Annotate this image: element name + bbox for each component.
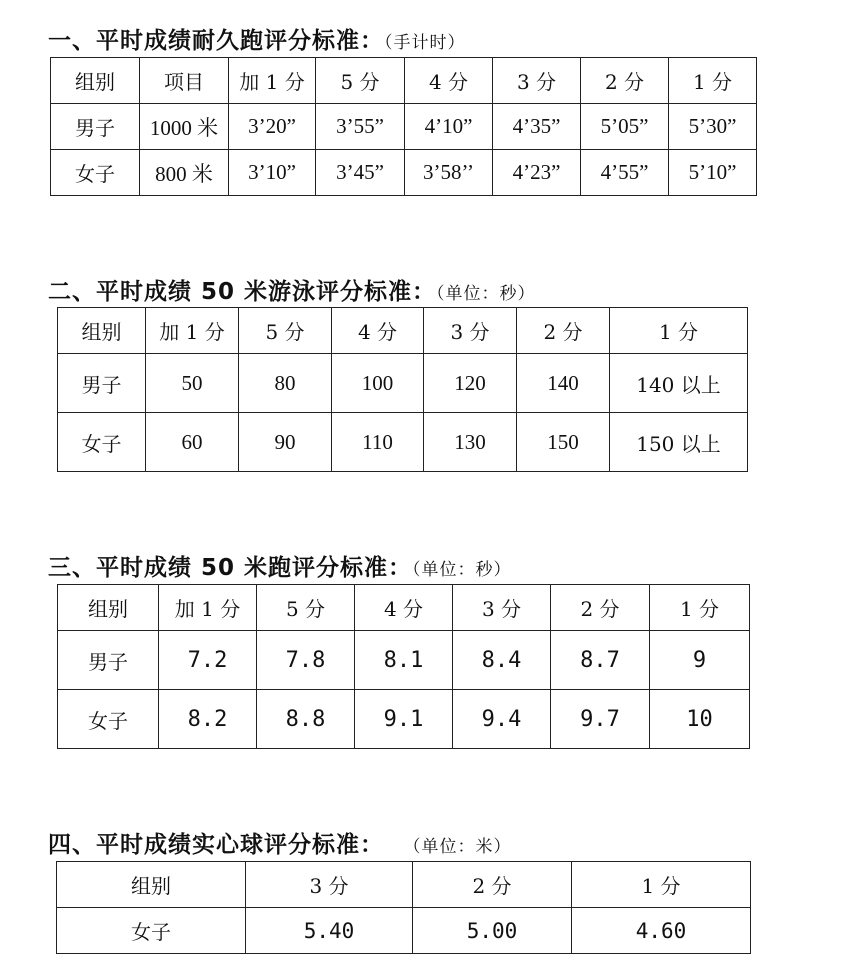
header-cell: 组别 — [58, 308, 146, 354]
table-cell: 男子 — [58, 354, 146, 413]
header-cell: 加 1 分 — [159, 585, 257, 631]
section2-heading — [48, 273, 536, 306]
header-cell: 项目 — [140, 58, 229, 104]
header-cell: 5 分 — [316, 58, 405, 104]
table-cell: 8.4 — [453, 631, 551, 690]
table-cell: 8.2 — [159, 690, 257, 749]
table-cell: 9.7 — [551, 690, 650, 749]
table-row — [58, 354, 748, 413]
table-cell: 140 — [517, 354, 610, 413]
table-cell: 5.40 — [246, 908, 413, 954]
section3-title: 三、平时成绩 50 米跑评分标准： — [48, 555, 413, 581]
table-header-row — [51, 58, 757, 104]
section2-note: （单位：秒） — [436, 284, 536, 304]
table-cell: 3’55” — [316, 104, 405, 150]
header-cell: 1 分 — [669, 58, 757, 104]
header-cell: 2 分 — [517, 308, 610, 354]
header-cell: 1 分 — [572, 862, 751, 908]
header-cell: 组别 — [57, 862, 246, 908]
table-cell: 9 — [650, 631, 750, 690]
table-cell: 4’23” — [493, 150, 581, 196]
table-cell: 7.2 — [159, 631, 257, 690]
table-row — [51, 104, 757, 150]
table-cell: 140 以上 — [610, 354, 748, 413]
header-cell: 5 分 — [257, 585, 355, 631]
header-cell: 3 分 — [246, 862, 413, 908]
table-row — [58, 690, 750, 749]
table-cell: 3’45” — [316, 150, 405, 196]
table-cell: 女子 — [57, 908, 246, 954]
table-cell: 90 — [239, 413, 332, 472]
header-cell: 3 分 — [493, 58, 581, 104]
header-cell: 3 分 — [453, 585, 551, 631]
table-cell: 5.00 — [413, 908, 572, 954]
table-cell: 100 — [332, 354, 424, 413]
table-header-row — [58, 308, 748, 354]
table-cell: 10 — [650, 690, 750, 749]
table-cell: 男子 — [58, 631, 159, 690]
table-cell: 800 米 — [140, 150, 229, 196]
table-cell: 4’10” — [405, 104, 493, 150]
table-cell: 3’20” — [229, 104, 316, 150]
section2-title: 二、平时成绩 50 米游泳评分标准： — [48, 279, 437, 305]
header-cell: 2 分 — [413, 862, 572, 908]
table-cell: 9.4 — [453, 690, 551, 749]
table-cell: 130 — [424, 413, 517, 472]
table-header-row — [57, 862, 751, 908]
section4-heading — [48, 826, 512, 859]
table-cell: 4’55” — [581, 150, 669, 196]
table-cell: 120 — [424, 354, 517, 413]
sprint-table — [57, 584, 750, 749]
section1-title: 一、平时成绩耐久跑评分标准： — [48, 28, 384, 54]
section3-note: （单位：秒） — [412, 560, 512, 580]
table-cell: 150 以上 — [610, 413, 748, 472]
table-row — [57, 908, 751, 954]
table-row — [58, 631, 750, 690]
table-cell: 1000 米 — [140, 104, 229, 150]
table-header-row — [58, 585, 750, 631]
section1-heading — [48, 22, 466, 55]
table-cell: 女子 — [58, 413, 146, 472]
table-cell: 8.7 — [551, 631, 650, 690]
table-cell: 5’05” — [581, 104, 669, 150]
section1-note: （手计时） — [384, 33, 466, 53]
table-cell: 60 — [146, 413, 239, 472]
table-cell: 8.1 — [355, 631, 453, 690]
table-cell: 3’58’’ — [405, 150, 493, 196]
table-cell: 80 — [239, 354, 332, 413]
header-cell: 组别 — [58, 585, 159, 631]
table-cell: 9.1 — [355, 690, 453, 749]
header-cell: 加 1 分 — [229, 58, 316, 104]
table-cell: 男子 — [51, 104, 140, 150]
shot-put-table — [56, 861, 751, 954]
table-cell: 110 — [332, 413, 424, 472]
table-row — [58, 413, 748, 472]
endurance-run-table — [50, 57, 757, 196]
header-cell: 1 分 — [610, 308, 748, 354]
swimming-table — [57, 307, 748, 472]
header-cell: 加 1 分 — [146, 308, 239, 354]
section3-heading — [48, 549, 512, 582]
table-cell: 女子 — [51, 150, 140, 196]
header-cell: 2 分 — [551, 585, 650, 631]
table-cell: 女子 — [58, 690, 159, 749]
header-cell: 5 分 — [239, 308, 332, 354]
table-cell: 50 — [146, 354, 239, 413]
table-cell: 3’10” — [229, 150, 316, 196]
section4-note: （单位：米） — [412, 837, 512, 857]
table-cell: 4.60 — [572, 908, 751, 954]
header-cell: 组别 — [51, 58, 140, 104]
table-cell: 8.8 — [257, 690, 355, 749]
table-cell: 7.8 — [257, 631, 355, 690]
header-cell: 4 分 — [355, 585, 453, 631]
table-cell: 150 — [517, 413, 610, 472]
table-cell: 4’35” — [493, 104, 581, 150]
table-row — [51, 150, 757, 196]
header-cell: 4 分 — [332, 308, 424, 354]
table-cell: 5’30” — [669, 104, 757, 150]
table-cell: 5’10” — [669, 150, 757, 196]
section4-title: 四、平时成绩实心球评分标准： — [48, 832, 384, 858]
header-cell: 3 分 — [424, 308, 517, 354]
header-cell: 2 分 — [581, 58, 669, 104]
header-cell: 1 分 — [650, 585, 750, 631]
header-cell: 4 分 — [405, 58, 493, 104]
